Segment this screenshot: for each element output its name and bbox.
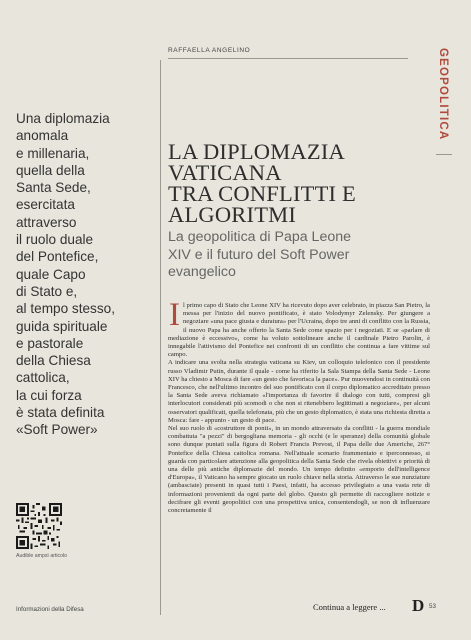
column-divider bbox=[160, 60, 161, 615]
paragraph-3: Nel suo ruolo di «costruttore di ponti», in un mondo attraversato da conflitti - la guerra mondiale combattuta "a pezzi" di bergogliana memoria - gli occhi (e le speranze) della comunità globale sono dunque puntati sulla figura di Robert Francis Prevost, il Papa delle due Americhe, 267° Pontefice della Chiesa cattolica romana. Nell'attuale scenario frammentato e iperconnesso, si guarda con particolare attenzione alla geopolitica della Santa Sede che rivela obiettivi e priorità di una delle più antiche diplomazie del mondo. Un tempo definito «emporio dell'intelligence d'Europa», il Vaticano ha sempre giocato un ruolo chiave nella storia. Attraverso le sue nunziature (ambasciate) presenti in quasi tutti i Paesi, infatti, ha accesso privilegiato a una vasta rete di informazioni provenienti da ogni parte del globo. Questo gli permette di raccogliere notizie e decifrare gli eventi geopolitici con una prospettiva unica, consentendogli, se non di influenzare concretamente il bbox=[168, 425, 430, 515]
audio-qr-code[interactable] bbox=[16, 503, 62, 549]
page-number: 53 bbox=[429, 603, 436, 610]
continua-link[interactable]: Continua a leggere ... bbox=[313, 602, 386, 612]
paragraph-1 bbox=[168, 297, 430, 359]
pullquote: Una diplomazia anomala e millenaria, quella della Santa Sede, esercitata attraverso il ruolo duale del Pontefice, quale Capo di Stato e, al tempo stesso, guida spirituale e pastorale della Chiesa cattolica, la cui forza è stata definita «Soft Power» bbox=[16, 111, 115, 438]
magazine-logo: D bbox=[412, 596, 425, 615]
author-line: RAFFAELLA ANGELINO bbox=[168, 47, 251, 54]
article-title: LA DIPLOMAZIA VATICANA TRA CONFLITTI E ALGORITMI bbox=[168, 139, 356, 227]
footer-publication: Informazioni della Difesa bbox=[16, 606, 84, 613]
rubric-divider bbox=[436, 154, 452, 155]
paragraph-2: A indicare una svolta nella strategia vaticana su Kiev, un colloquio telefonico con il presidente russo Vladimir Putin, durante il quale - come ha riferito la Sala Stampa della Santa Sede - Leone XIV ha chiesto a Mosca di fare «un gesto che favorisca la pace». Pur muovendosi in continuità con Francesco, che nell'ultimo incontro del suo pontificato con il corpo diplomatico accreditato presso la Santa Sede aveva richiamato «l'importanza di favorire il dialogo con tutti, compresi gli interlocutori considerati più scomodi o che non si ritenebbero legittimati a negoziare», per alcuni osservatori qualificati, quella telefonata, più che un gesto diplomatico, è stata una richiesta diretta a Mosca: fare - appunto - un gesto di pace. bbox=[168, 359, 431, 424]
audio-caption: Audible ampsì articolo bbox=[16, 553, 68, 559]
article-subtitle: La geopolitica di Papa Leone XIV e il futuro del Soft Power evangelico bbox=[168, 229, 352, 280]
section-rubric: GEOPOLITICA bbox=[437, 48, 449, 141]
author-divider bbox=[168, 58, 408, 59]
article-body bbox=[168, 297, 431, 515]
paragraph-1-text: l primo capo di Stato che Leone XIV ha ricevuto dopo aver celebrato, in piazza San Pietro, la messa per l'inizio del nuovo pontificato, è stato Volodymyr Zelensky. Per giungere a negoziare «una pace giusta e duratura» per l'Ucraina, dopo tre anni di conflitto con la Russia, il nuovo Papa ha anche offerto la Santa Sede come spazio per i negoziati. E se «parlare di mediazione è eccessivo», come ha voluto sottolineare anche il cardinale Pietro Parolin, è innegabile l'attivismo del Pontefice nei confronti di un conflitto che continua a fare vittime sul campo. bbox=[168, 302, 430, 359]
drop-cap: I bbox=[169, 297, 180, 333]
